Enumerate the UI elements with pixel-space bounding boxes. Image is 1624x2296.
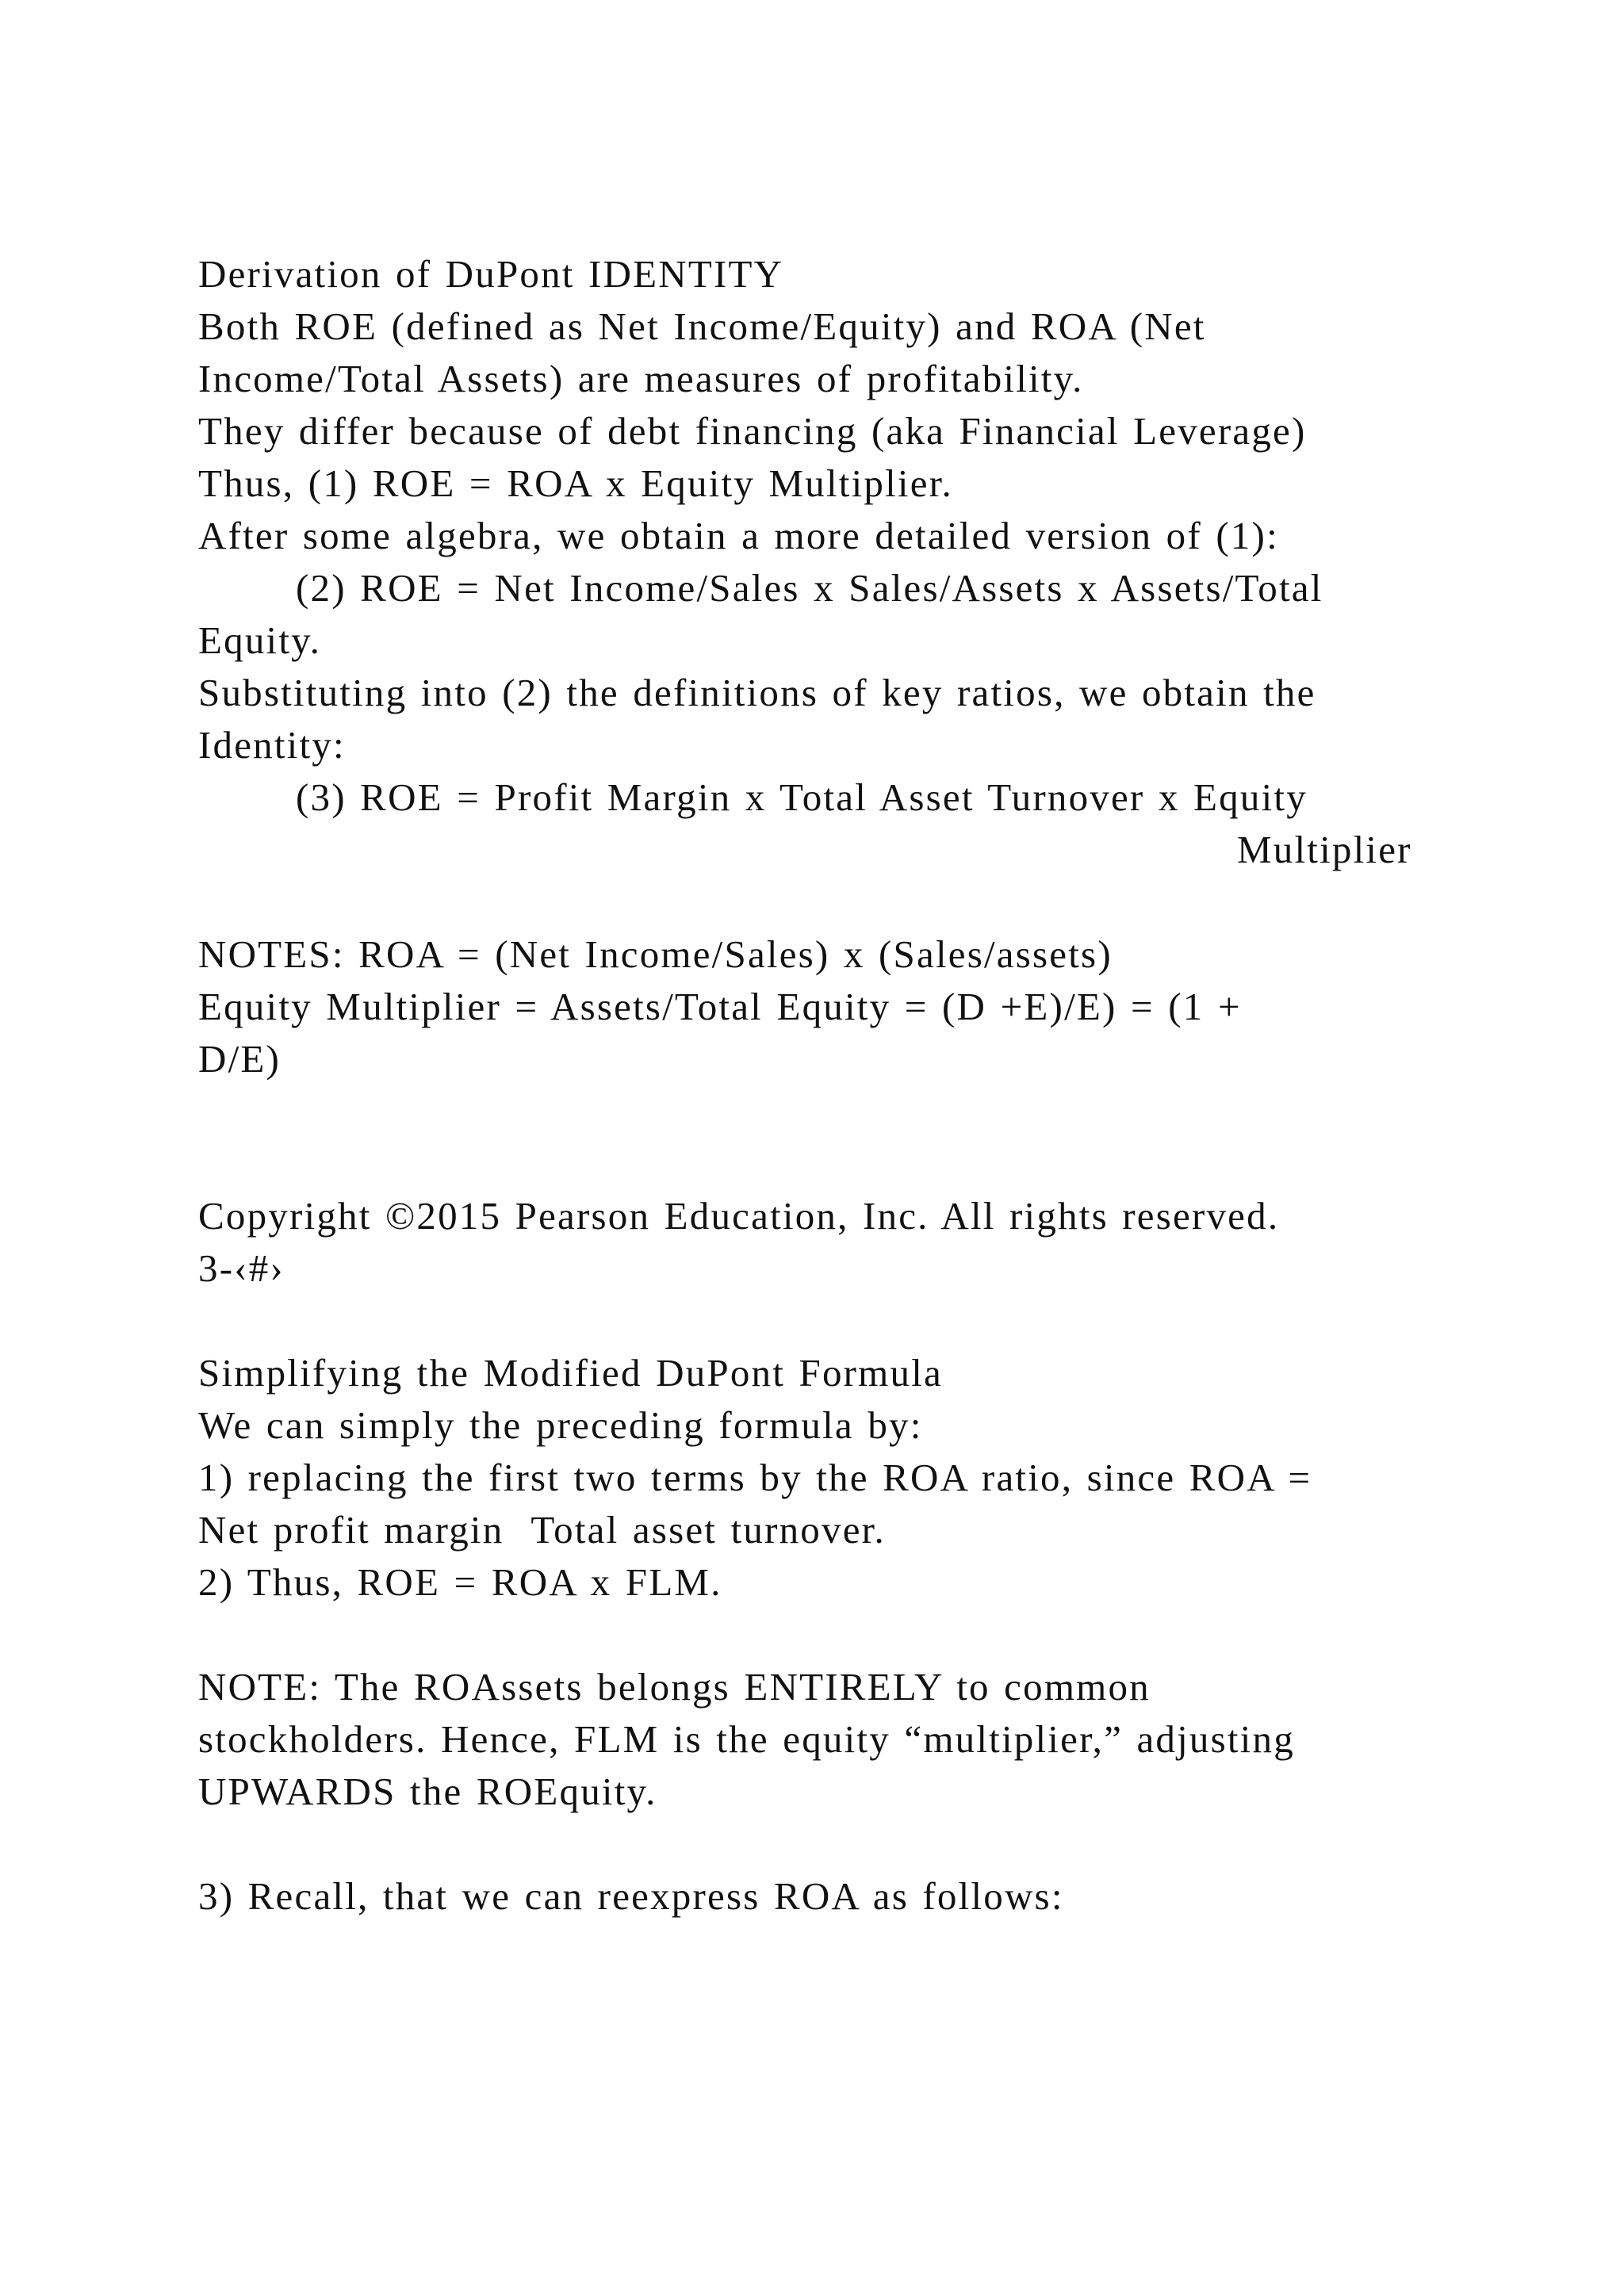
heading-simplifying-dupont: Simplifying the Modified DuPont Formula [198,1351,943,1395]
text-line: 1) replacing the first two terms by the ROA ratio, since ROA = [198,1456,1312,1499]
text-line: Equity. [198,618,322,662]
notes-line: NOTES: ROA = (Net Income/Sales) x (Sales/assets) [198,932,1113,976]
text-line: After some algebra, we obtain a more detailed version of (1): [198,514,1279,557]
text-line: 3) Recall, that we can reexpress ROA as follows: [198,1874,1064,1918]
text-line: Identity: [198,723,346,767]
text-line: Thus, (1) ROE = ROA x Equity Multiplier. [198,461,953,505]
text-line: Income/Total Assets) are measures of profitability. [198,357,1084,400]
text-line: They differ because of debt financing (aka Financial Leverage) [198,409,1307,453]
equation-3: (3) ROE = Profit Margin x Total Asset Turnover x Equity [296,775,1308,819]
slide-number: 3-‹#› [198,1246,285,1290]
text-line: 2) Thus, ROE = ROA x FLM. [198,1560,722,1604]
text-line: D/E) [198,1037,282,1081]
equation-2: (2) ROE = Net Income/Sales x Sales/Assets x Assets/Total [296,566,1323,610]
text-line: We can simply the preceding formula by: [198,1403,923,1447]
note-line: NOTE: The ROAssets belongs ENTIRELY to common [198,1665,1151,1709]
text-line: Equity Multiplier = Assets/Total Equity = (D +E)/E) = (1 + [198,985,1242,1028]
heading-dupont-identity: Derivation of DuPont IDENTITY [198,252,784,296]
text-line: UPWARDS the ROEquity. [198,1770,657,1813]
text-line: stockholders. Hence, FLM is the equity “multiplier,” adjusting [198,1717,1295,1761]
text-line: Both ROE (defined as Net Income/Equity) and ROA (Net [198,304,1206,348]
text-line: Net profit margin Total asset turnover. [198,1508,886,1552]
text-line: Substituting into (2) the definitions of key ratios, we obtain the [198,671,1316,714]
equation-3-continued: Multiplier [1237,828,1412,871]
copyright-notice: Copyright ©2015 Pearson Education, Inc. All rights reserved. [198,1194,1280,1238]
